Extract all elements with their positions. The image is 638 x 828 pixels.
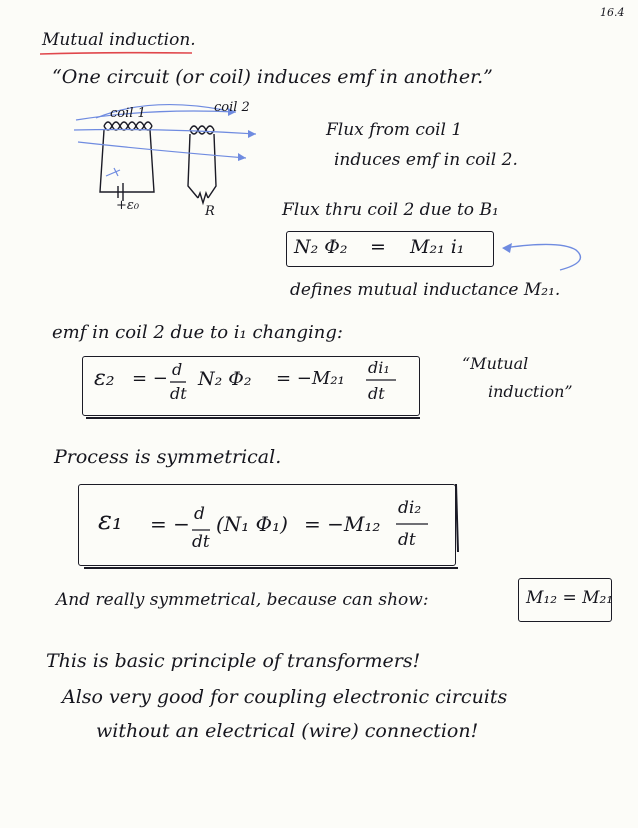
coil2-label: coil 2 — [214, 100, 250, 115]
eq3-d: d — [194, 504, 205, 524]
eq2-lhs: ε₂ — [94, 366, 115, 391]
side-note-line1: “Mutual — [462, 354, 529, 373]
coil1-label: coil 1 — [110, 106, 146, 121]
eq1-lhs: N₂ Φ₂ — [294, 236, 348, 258]
eq3-dt2: dt — [398, 530, 416, 550]
eq2-nphi: N₂ Φ₂ — [198, 368, 252, 390]
flux-note-line1: Flux from coil 1 — [326, 120, 463, 140]
eq1-rhs: M₂₁ i₁ — [410, 236, 465, 258]
eq2-di: di₁ — [368, 358, 390, 377]
eq3-paren: (N₁ Φ₁) — [216, 512, 288, 536]
eq3-lhs: ε₁ — [98, 506, 123, 536]
m-equal: M₁₂ = M₂₁ — [526, 588, 614, 608]
emf-change-text: emf in coil 2 due to i₁ changing: — [52, 322, 343, 343]
also-line2: without an electrical (wire) connection! — [96, 720, 479, 742]
eq1-equals: = — [370, 236, 386, 258]
side-note-line2: induction” — [488, 382, 573, 401]
emf-label: +ε₀ — [116, 198, 140, 213]
page-title: Mutual induction. — [42, 30, 196, 50]
eq2-d: d — [172, 360, 183, 379]
eq3-dt: dt — [192, 532, 210, 552]
flux-note-line2: induces emf in coil 2. — [334, 150, 518, 170]
also-line1: Also very good for coupling electronic circuits — [62, 686, 508, 708]
eq3-minus: = − — [150, 512, 190, 536]
defines-text: defines mutual inductance M₂₁. — [290, 280, 561, 300]
really-symmetrical-text: And really symmetrical, because can show: — [56, 590, 429, 610]
process-text: Process is symmetrical. — [54, 446, 282, 468]
eq3-rhs-coef: = −M₁₂ — [304, 512, 381, 536]
resistor-label: R — [205, 204, 215, 219]
eq3-di: di₂ — [398, 498, 422, 518]
eq2-dt: dt — [170, 384, 187, 403]
page-number: 16.4 — [600, 6, 625, 19]
eq2-rhs-coef: = −M₂₁ — [276, 368, 345, 389]
intro-quote: “One circuit (or coil) induces emf in another.” — [52, 66, 493, 88]
eq2-dt2: dt — [368, 384, 385, 403]
eq2-minus: = − — [132, 368, 168, 389]
flux-thru-text: Flux thru coil 2 due to B₁ — [282, 200, 499, 220]
transformers-text: This is basic principle of transformers! — [46, 650, 421, 672]
